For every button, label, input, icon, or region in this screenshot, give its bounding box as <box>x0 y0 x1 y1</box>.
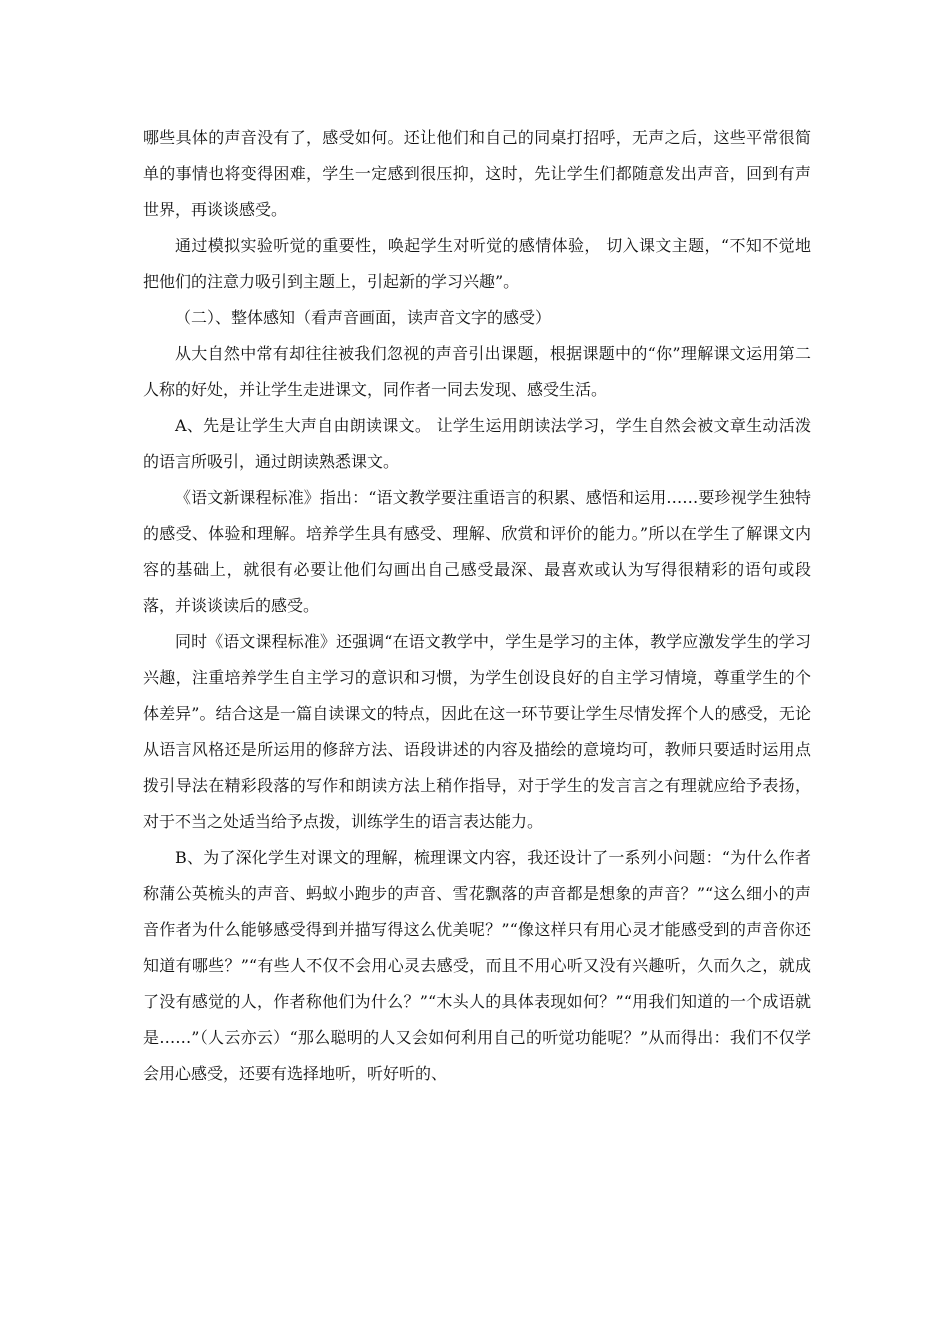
section-heading-overall-perception: （二）、整体感知（看声音画面，读声音文字的感受） <box>175 308 552 327</box>
paragraph-topic-intro: 从大自然中常有却往往被我们忽视的声音引出课题，根据课题中的“你”理解课文运用第二人称的好处，并让学生走进课文，同作者一同去发现、感受生活。 <box>143 344 811 399</box>
document-body <box>143 120 811 1092</box>
paragraph-step-a: A、先是让学生大声自由朗读课文。 让学生运用朗读法学习，学生自然会被文章生动活泼的语言所吸引，通过朗读熟悉课文。 <box>143 416 811 471</box>
paragraph-experiment-summary: 通过模拟实验听觉的重要性，唤起学生对听觉的感情体验， 切入课文主题，“不知不觉地把他们的注意力吸引到主题上，引起新的学习兴趣”。 <box>143 236 811 291</box>
paragraph-step-b: B、为了深化学生对课文的理解，梳理课文内容，我还设计了一系列小问题：“为什么作者称蒲公英梳头的声音、蚂蚁小跑步的声音、雪花飘落的声音都是想象的声音？”“这么细小的声音作者为什么能够感受得到并描写得这么优美呢？”“像这样只有用心灵才能感受到的声音你还知道有哪些？”“有些人不仅不会用心灵去感受，而且不用心听又没有兴趣听，久而久之，就成了没有感觉的人，作者称他们为什么？”“木头人的具体表现如何？”“用我们知道的一个成语就是……”（人云亦云）“那么聪明的人又会如何利用自己的听觉功能呢？”从而得出：我们不仅学会用心感受，还要有选择地听，听好听的、 <box>143 848 811 1083</box>
paragraph-continued: 哪些具体的声音没有了，感受如何。还让他们和自己的同桌打招呼，无声之后，这些平常很简单的事情也将变得困难，学生一定感到很压抑，这时，先让学生们都随意发出声音，回到有声世界，再谈谈感受。 <box>143 128 811 219</box>
paragraph-curriculum-emphasis: 同时《语文课程标准》还强调“在语文教学中，学生是学习的主体，教学应激发学生的学习兴趣，注重培养学生自主学习的意识和习惯，为学生创设良好的自主学习情境，尊重学生的个体差异”。结合这是一篇自读课文的特点，因此在这一环节要让学生尽情发挥个人的感受，无论从语言风格还是所运用的修辞方法、语段讲述的内容及描绘的意境均可，教师只要适时运用点拨引导法在精彩段落的写作和朗读方法上稍作指导，对于学生的发言言之有理就应给予表扬，对于不当之处适当给予点拨，训练学生的语言表达能力。 <box>143 632 811 831</box>
paragraph-curriculum-standard: 《语文新课程标准》指出：“语文教学要注重语言的积累、感悟和运用……要珍视学生独特的感受、体验和理解。培养学生具有感受、理解、欣赏和评价的能力。”所以在学生了解课文内容的基础上，就很有必要让他们勾画出自己感受最深、最喜欢或认为写得很精彩的语句或段落，并谈谈读后的感受。 <box>143 488 811 615</box>
